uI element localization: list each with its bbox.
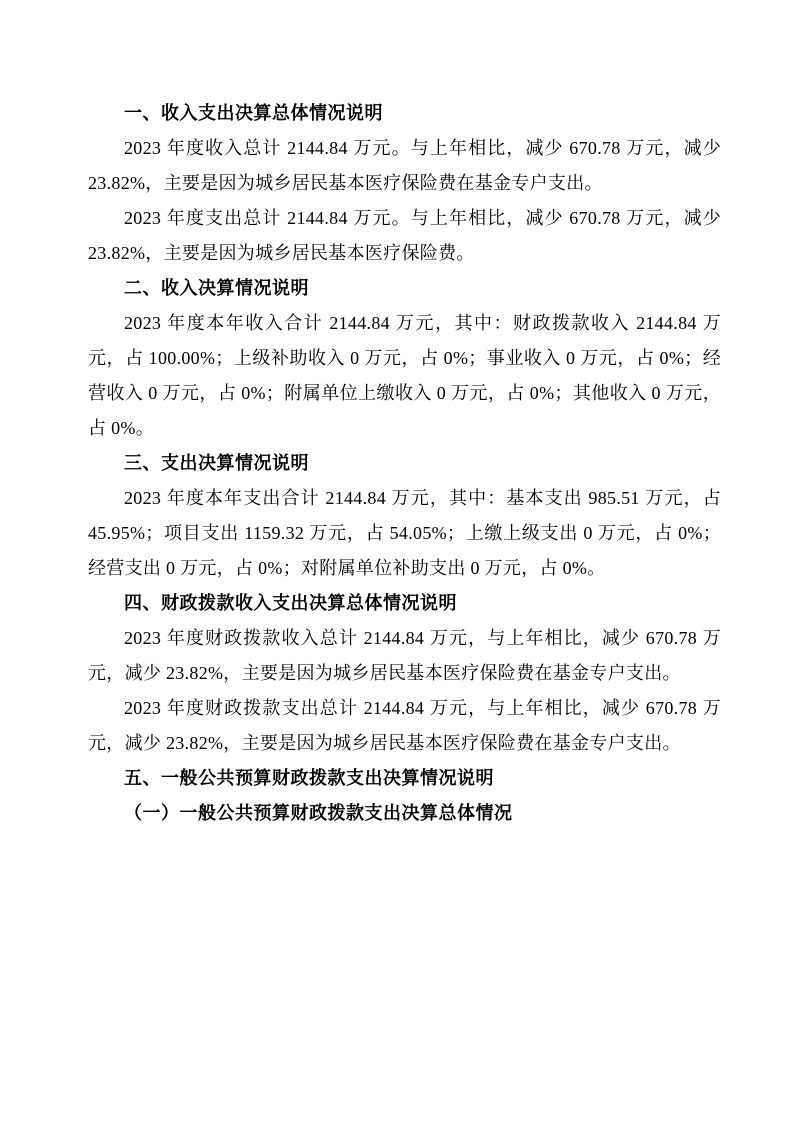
section-3-heading: 三、支出决算情况说明	[124, 453, 309, 473]
section-2-heading: 二、收入决算情况说明	[124, 278, 309, 298]
section-1-paragraph-2: 2023 年度支出总计 2144.84 万元。与上年相比，减少 670.78 万元，减少 23.82%，主要是因为城乡居民基本医疗保险费。	[88, 208, 721, 263]
section-3-paragraph-1: 2023 年度本年支出合计 2144.84 万元，其中：基本支出 985.51 万元，占 45.95%；项目支出 1159.32 万元，占 54.05%；上缴上级支出 0 万元，占 0%；经营支出 0 万元，占 0%；对附属单位补助支出 0 万元，占 0%。	[88, 488, 721, 578]
section-1-heading: 一、收入支出决算总体情况说明	[124, 103, 383, 123]
section-4-paragraph-1: 2023 年度财政拨款收入总计 2144.84 万元，与上年相比，减少 670.78 万元，减少 23.82%，主要是因为城乡居民基本医疗保险费在基金专户支出。	[88, 628, 721, 683]
section-5-heading: 五、一般公共预算财政拨款支出决算情况说明	[124, 768, 494, 788]
section-4-paragraph-2: 2023 年度财政拨款支出总计 2144.84 万元，与上年相比，减少 670.78 万元，减少 23.82%，主要是因为城乡居民基本医疗保险费在基金专户支出。	[88, 698, 721, 753]
section-1-paragraph-1: 2023 年度收入总计 2144.84 万元。与上年相比，减少 670.78 万元，减少 23.82%，主要是因为城乡居民基本医疗保险费在基金专户支出。	[88, 138, 721, 193]
section-5-subheading-1: （一）一般公共预算财政拨款支出决算总体情况	[124, 803, 513, 823]
section-2-paragraph-1: 2023 年度本年收入合计 2144.84 万元，其中：财政拨款收入 2144.84 万元，占 100.00%；上级补助收入 0 万元，占 0%；事业收入 0 万元，占 0%；经营收入 0 万元，占 0%；附属单位上缴收入 0 万元，占 0%；其他收入 0 万元，占 0%。	[88, 313, 721, 438]
section-4-heading: 四、财政拨款收入支出决算总体情况说明	[124, 593, 457, 613]
